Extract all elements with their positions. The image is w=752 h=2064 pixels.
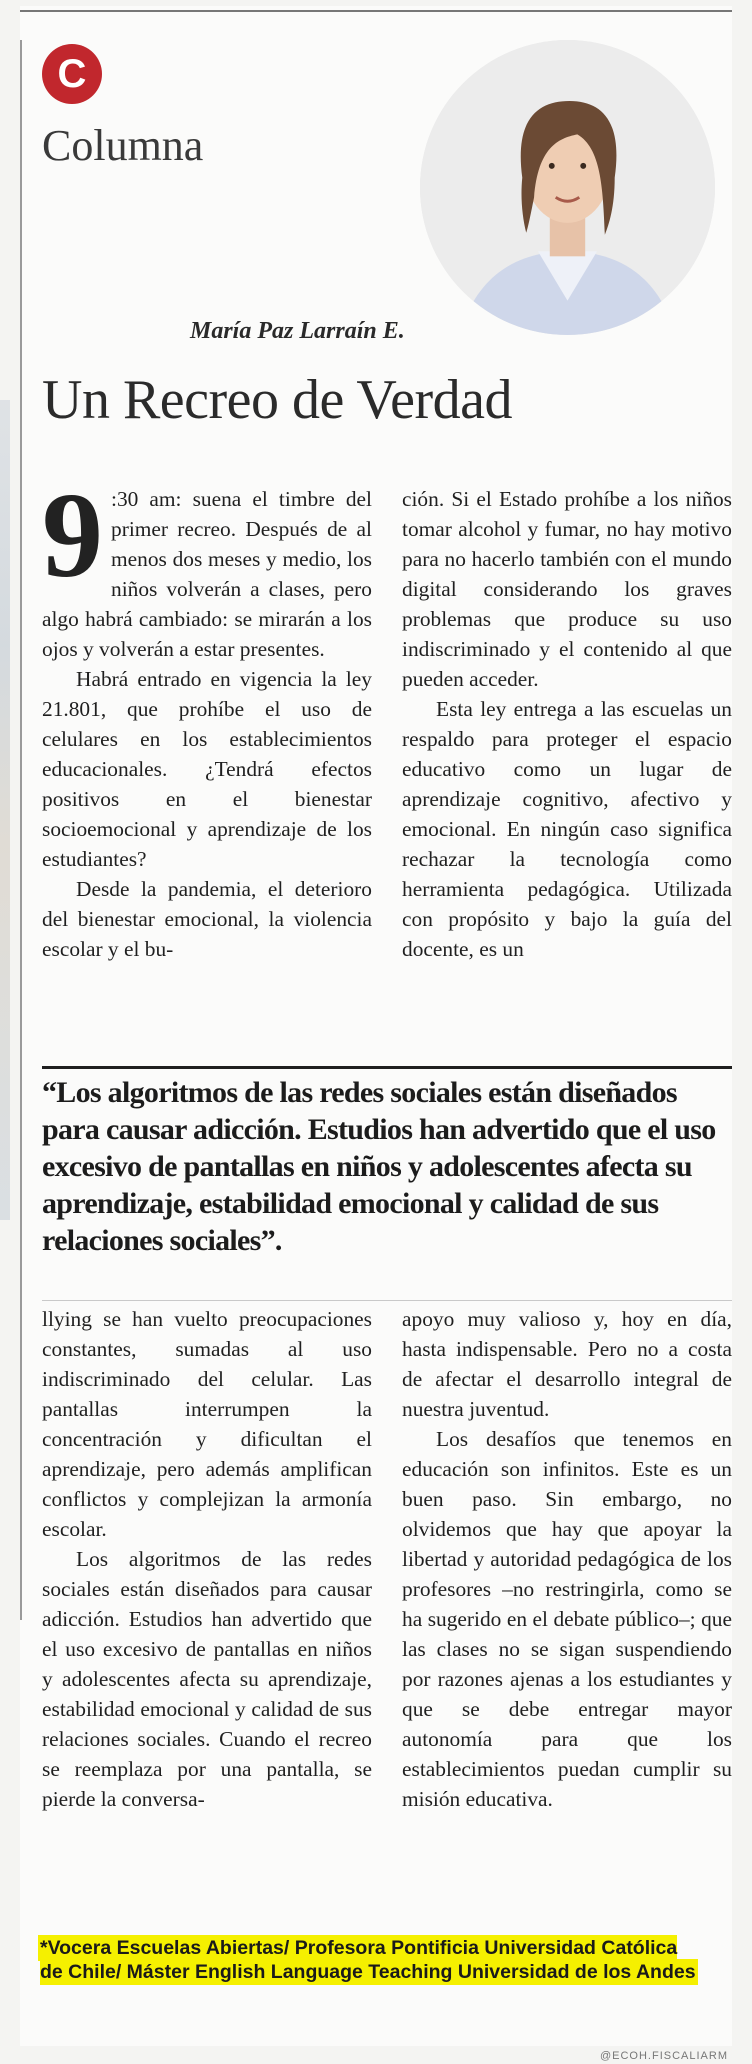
paragraph: Esta ley entrega a las escuelas un respaldo para proteger el espacio educativo como un lugar de aprendizaje cognitivo, afectivo y emocional. En ningún caso significa rechazar la tecnología como herramienta pedagógica. Utilizada con propósito y bajo la guía del docente, es un: [402, 697, 732, 961]
author-credentials-note: [40, 1936, 700, 1984]
paragraph: apoyo muy valioso y, hoy en día, hasta indispensable. Pero no a costa de afectar el desarrollo integral de nuestra juventud.: [402, 1307, 732, 1421]
section-badge: [42, 44, 102, 104]
pullquote-bottom-rule: [42, 1300, 732, 1301]
left-page-edge: [0, 400, 10, 1220]
source-credit: @ECOH.FISCALIARM: [599, 2050, 728, 2062]
paragraph: Los desafíos que tenemos en educación son infinitos. Este es un buen paso. Sin embargo, no olvidemos que hay que apoyar la libertad y autoridad pedagógica de los profesores –no restringirla, como se ha sugerido en el debate público–; que las clases no se sigan suspendiendo por razones ajenas a los estudiantes y que se debe entregar mayor autonomía para que los establecimientos puedan cumplir su misión educativa.: [402, 1427, 732, 1811]
pullquote-top-rule: [42, 1066, 732, 1069]
text-column-2: [402, 484, 732, 964]
portrait-image: [420, 40, 715, 335]
paragraph: Habrá entrado en vigencia la ley 21.801, que prohíbe el uso de celulares en los establecimientos educacionales. ¿Tendrá efectos positivos en el bienestar socioemocional y aprendizaje de los estudiantes?: [42, 667, 372, 871]
author-name: María Paz Larraín E.: [190, 318, 405, 344]
headline: Un Recreo de Verdad: [42, 369, 512, 431]
text-column-4: [402, 1304, 732, 1814]
section-label: Columna: [42, 121, 204, 170]
highlighted-note-text: *Vocera Escuelas Abiertas/ Profesora Pontificia Universidad Católica de Chile/ Máster English Language Teaching Universidad de los Andes: [40, 1937, 696, 1983]
paragraph: llying se han vuelto preocupaciones constantes, sumadas al uso indiscriminado del celular. Las pantallas interrumpen la concentración y dificultan el aprendizaje, pero además amplifican conflictos y complejizan la armonía escolar.: [42, 1307, 372, 1541]
paragraph: [42, 468, 372, 664]
top-rule: [20, 10, 732, 12]
paragraph: Desde la pandemia, el deterioro del bienestar emocional, la violencia escolar y el bu-: [42, 877, 372, 961]
author-portrait: [420, 40, 715, 335]
paragraph: ción. Si el Estado prohíbe a los niños tomar alcohol y fumar, no hay motivo para no hacerlo también con el mundo digital considerando los graves problemas que produce su uso indiscriminado y el contenido al que pueden acceder.: [402, 487, 732, 691]
drop-cap: 9: [42, 468, 103, 603]
text-column-1: [42, 468, 372, 964]
text-column-3: [42, 1304, 372, 1814]
pullquote: “Los algoritmos de las redes sociales están diseñados para causar adicción. Estudios han advertido que el uso excesivo de pantallas en niños y adolescentes afecta su aprendizaje, estabilidad emocional y calidad de sus relaciones sociales”.: [42, 1076, 716, 1257]
left-column-rule: [20, 40, 22, 1620]
paragraph: Los algoritmos de las redes sociales están diseñados para causar adicción. Estudios han advertido que el uso excesivo de pantallas en niños y adolescentes afecta su aprendizaje, estabilidad emocional y calidad de sus relaciones sociales. Cuando el recreo se reemplaza por una pantalla, se pierde la conversa-: [42, 1547, 372, 1811]
section-badge-letter: C: [57, 51, 87, 96]
paragraph-text: :30 am: suena el timbre del primer recreo. Después de al menos dos meses y medio, los niños volverán a clases, pero algo habrá cambiado: se mirarán a los ojos y volverán a estar presentes.: [42, 487, 372, 661]
